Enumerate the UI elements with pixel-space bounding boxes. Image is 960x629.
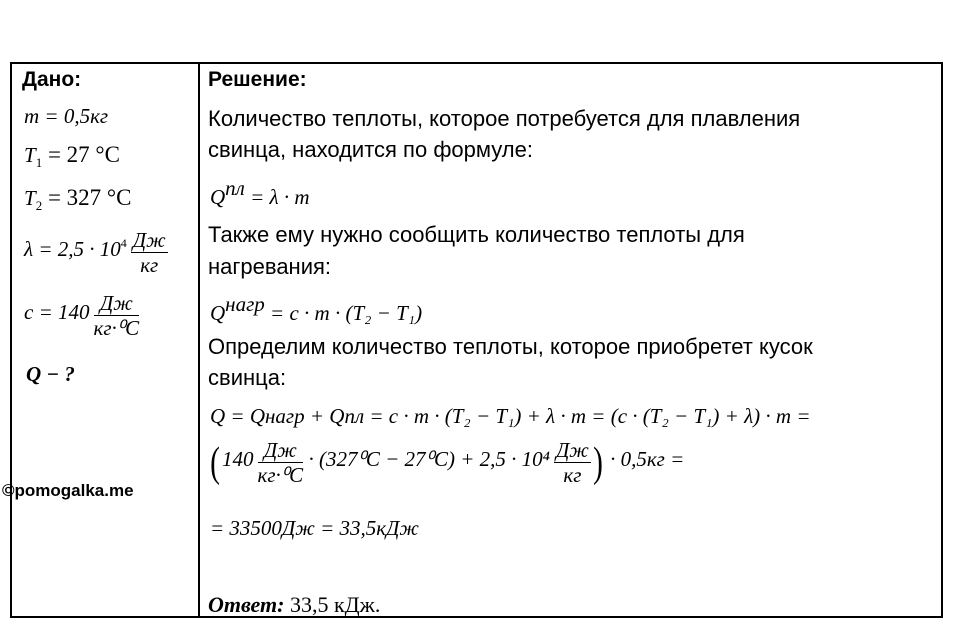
solution-header: Решение: — [208, 68, 307, 91]
given-lambda: $\lambda = 2,5 \cdot 10^4$ $\frac{Дж}{кг}$ — [24, 228, 166, 277]
column-divider — [198, 64, 200, 616]
given-unknown: Q − ? — [26, 362, 75, 386]
para2-line2: нагревания: — [208, 254, 332, 279]
answer — [208, 592, 380, 618]
formula-heating: $Q^{нагр} = c \cdot m \cdot (T_2 - T_1)$ — [210, 292, 423, 325]
substitution-fraction-2: $\frac{Дж}{кг}$ — [555, 438, 589, 487]
answer-value: 33,5 кДж. — [284, 592, 381, 617]
formula-melting: $Q^{пл} = \lambda \cdot m$ — [210, 176, 310, 209]
formula-total: Q = Qнагр + Qпл = c · m · (T₂ − T₁) + λ · m = (c · (T₂ − T₁) + λ) · m = — [210, 404, 811, 428]
para1-line2: свинца, находится по формуле: — [208, 137, 533, 162]
solution-table — [10, 62, 943, 618]
c-fraction: $\frac{Дж}{\text{кг·⁰C}}$ — [93, 291, 140, 340]
substitution-fraction-1: $\frac{Дж}{\text{кг·⁰C}}$ — [257, 438, 304, 487]
answer-label: Ответ: — [208, 592, 285, 617]
formula-result: = 33500Дж = 33,5кДж — [210, 516, 419, 540]
given-t1: $T_1 = 27$ °C — [24, 142, 120, 170]
given-header: Дано: — [22, 68, 82, 91]
para1-line1: Количество теплоты, которое потребуется для плавления — [208, 106, 801, 131]
lambda-fraction: $\frac{Дж}{кг}$ — [132, 228, 166, 277]
para3-line1: Определим количество теплоты, которое приобретет кусок — [208, 334, 813, 359]
given-c: c = 140 $\frac{Дж}{\text{кг·⁰C}}$ — [24, 291, 140, 340]
given-t2: $T_2 = 327$ °C — [24, 185, 132, 213]
watermark: ©pomogalka.me — [2, 481, 134, 500]
para3-line2: свинца: — [208, 365, 287, 390]
para2-line1: Также ему нужно сообщить количество теплоты для — [208, 222, 745, 247]
given-mass: m = 0,5кг — [24, 104, 109, 128]
formula-substitution: ( 140 $\frac{Дж}{\text{кг·⁰C}}$ · (327⁰C − 27⁰C) + 2,5 · 10⁴ $\frac{Дж}{кг}$ ) · 0,5кг = — [210, 438, 685, 487]
